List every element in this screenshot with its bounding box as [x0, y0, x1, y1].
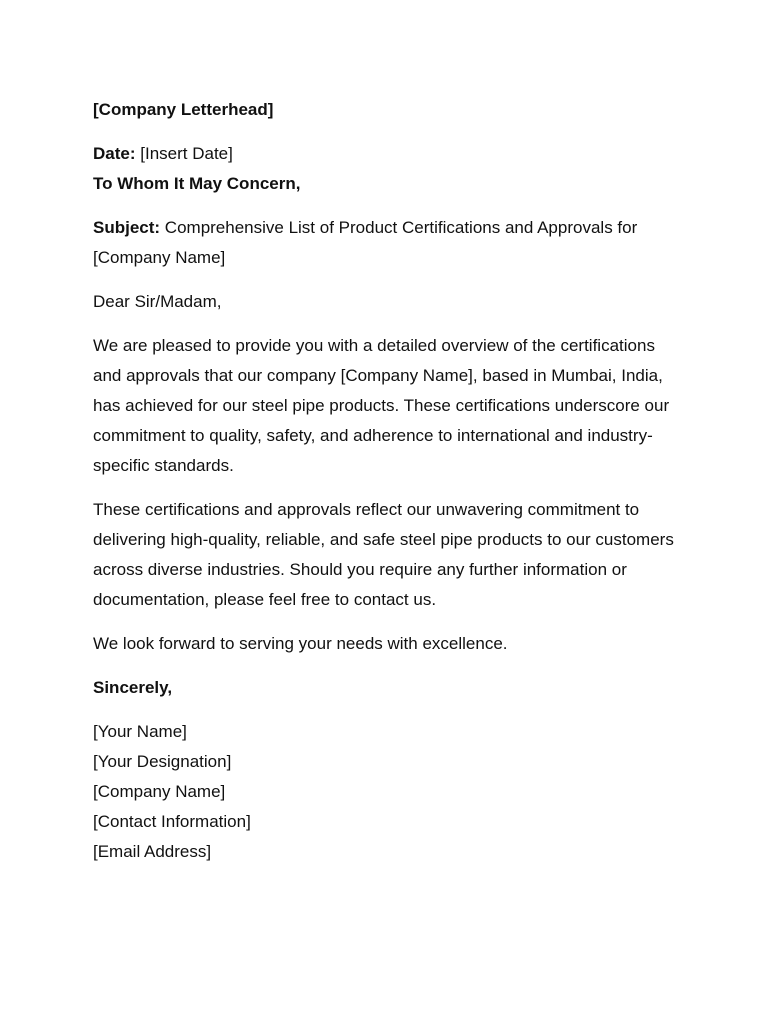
signature-email: [Email Address] — [93, 842, 212, 861]
date-value: [Insert Date] — [140, 144, 233, 163]
letterhead-placeholder: [Company Letterhead] — [93, 100, 274, 119]
signature-block — [93, 717, 683, 867]
sign-off: Sincerely, — [93, 678, 173, 697]
body-paragraph-2: These certifications and approvals reflect our unwavering commitment to delivering high-quality, reliable, and safe steel pipe products to our customers across diverse industries. Should you require any further information or documentation, please feel free to contact us. — [93, 500, 674, 609]
subject-label: Subject: — [93, 218, 161, 237]
signature-contact: [Contact Information] — [93, 812, 251, 831]
date-label: Date: — [93, 144, 136, 163]
subject-line — [93, 213, 683, 273]
body-paragraph-1: We are pleased to provide you with a detailed overview of the certifications and approvals that our company [Company Name], based in Mumbai, India, has achieved for our steel pipe products. These certifications underscore our commitment to quality, safety, and adherence to international and industry-specific standards. — [93, 336, 670, 475]
recipient-line: To Whom It May Concern, — [93, 174, 301, 193]
subject-text: Comprehensive List of Product Certifications and Approvals for [Company Name] — [93, 218, 638, 267]
date-line — [93, 139, 683, 169]
signature-name: [Your Name] — [93, 722, 187, 741]
signature-company: [Company Name] — [93, 782, 226, 801]
salutation: Dear Sir/Madam, — [93, 292, 222, 311]
signature-designation: [Your Designation] — [93, 752, 232, 771]
letter-document — [93, 95, 683, 867]
closing-line: We look forward to serving your needs with excellence. — [93, 634, 508, 653]
